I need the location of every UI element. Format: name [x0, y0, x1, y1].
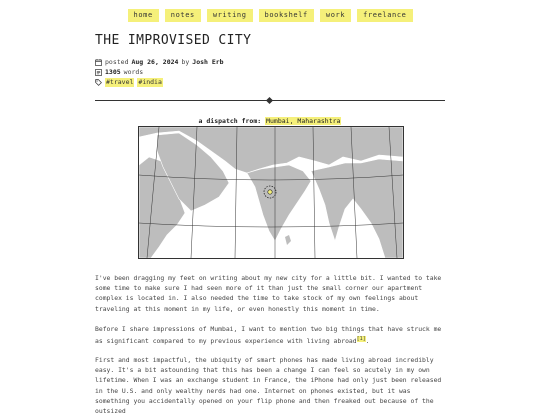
- paragraph-1: I've been dragging my feet on writing about my new city for a little bit. I wanted to take some time to make sure I had seen more of it than just the small corner our apartment complex is located in. I also needed the time to take stock of my own feelings about traveling at this moment in my life, or even honestly this moment in time.: [95, 274, 442, 313]
- dispatch-line: [0, 117, 540, 125]
- nav-work[interactable]: work: [320, 9, 351, 22]
- by-label: by: [181, 58, 190, 66]
- location-marker-dot: [268, 190, 272, 194]
- top-nav: [0, 9, 540, 22]
- dispatch-label: a dispatch from:: [198, 117, 262, 125]
- word-count: 1305: [105, 68, 121, 76]
- paragraph-2-text: Before I share impressions of Mumbai, I want to mention two big things that have struck me as significant compared to my previous experience with living abroad: [95, 325, 442, 346]
- word-count-line: [95, 68, 143, 77]
- nav-freelance[interactable]: freelance: [357, 9, 412, 22]
- words-label: words: [123, 68, 144, 76]
- post-author: Josh Erb: [192, 58, 224, 66]
- document-icon: [95, 69, 102, 76]
- tag-icon: [95, 79, 102, 86]
- post-date: Aug 26, 2024: [131, 58, 179, 66]
- divider-ornament: [266, 97, 273, 104]
- post-title: THE IMPROVISED CITY: [95, 33, 252, 48]
- dispatch-place: Mumbai, Maharashtra: [266, 117, 341, 125]
- nav-writing[interactable]: writing: [207, 9, 253, 22]
- posted-label: posted: [105, 58, 129, 66]
- paragraph-3: First and most impactful, the ubiquity of smart phones has made living abroad incredibly easy. It's a bit astounding that this has been a change I can feel so acutely in my own lifetime. When I was an exchange student in France, the iPhone had only just been released in the U.S. and only wealthy nerds had one. Internet on phones existed, but it was something you accidentally opened on your flip phone and then freaked out because of the outsized: [95, 356, 442, 416]
- paragraph-2: [95, 324, 445, 347]
- tags-line: [95, 78, 163, 87]
- tag-travel[interactable]: #travel: [106, 78, 134, 86]
- location-map: [138, 126, 404, 259]
- paragraph-2-end: .: [365, 337, 370, 346]
- map-graphic: [139, 127, 403, 258]
- nav-home[interactable]: home: [128, 9, 159, 22]
- post-date-line: [95, 58, 224, 67]
- tag-india[interactable]: #india: [138, 78, 162, 86]
- calendar-icon: [95, 59, 102, 66]
- nav-notes[interactable]: notes: [165, 9, 201, 22]
- footnote-link[interactable]: [1]: [356, 336, 366, 343]
- nav-bookshelf[interactable]: bookshelf: [259, 9, 314, 22]
